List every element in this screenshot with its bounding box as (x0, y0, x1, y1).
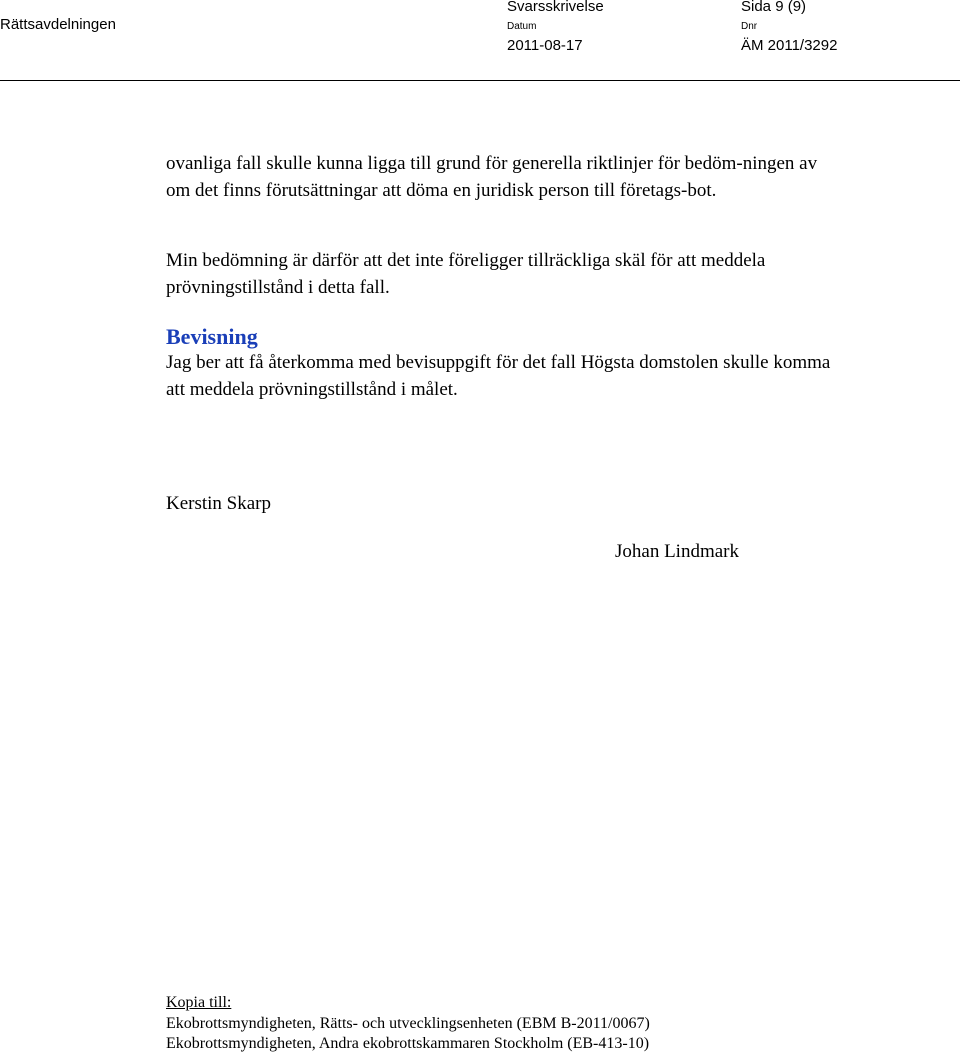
body-paragraph-1: ovanliga fall skulle kunna ligga till grund för generella riktlinjer för bedöm-ningen av om det finns förutsättningar att döma en juridisk person till företags-bot. (166, 153, 818, 201)
header-dnr: ÄM 2011/3292 (741, 37, 838, 54)
header-date-label: Datum (507, 21, 537, 32)
header-page-number: Sida 9 (9) (741, 0, 807, 15)
copy-recipient-2: Ekobrottsmyndigheten, Andra ekobrottskammaren Stockholm (EB-413-10) (166, 1035, 650, 1052)
signature-name-1: Kerstin Skarp (166, 493, 272, 514)
body-paragraph-2: Min bedömning är därför att det inte föreligger tillräckliga skäl för att meddela prövningstillstånd i detta fall. (166, 250, 766, 298)
header-organization: Rättsavdelningen (0, 16, 116, 33)
header-dnr-label: Dnr (741, 21, 758, 32)
header-document-type: Svarsskrivelse (507, 0, 604, 15)
signature-name-2: Johan Lindmark (615, 541, 740, 562)
header-divider (0, 80, 960, 81)
copy-to-label: Kopia till: (166, 994, 232, 1011)
section-heading-evidence: Bevisning (166, 324, 258, 349)
body-paragraph-3: Jag ber att få återkomma med bevisuppgift för det fall Högsta domstolen skulle komma att meddela prövningstillstånd i målet. (166, 352, 831, 400)
copy-recipient-1: Ekobrottsmyndigheten, Rätts- och utvecklingsenheten (EBM B-2011/0067) (166, 1015, 650, 1032)
header-date: 2011-08-17 (507, 37, 583, 54)
